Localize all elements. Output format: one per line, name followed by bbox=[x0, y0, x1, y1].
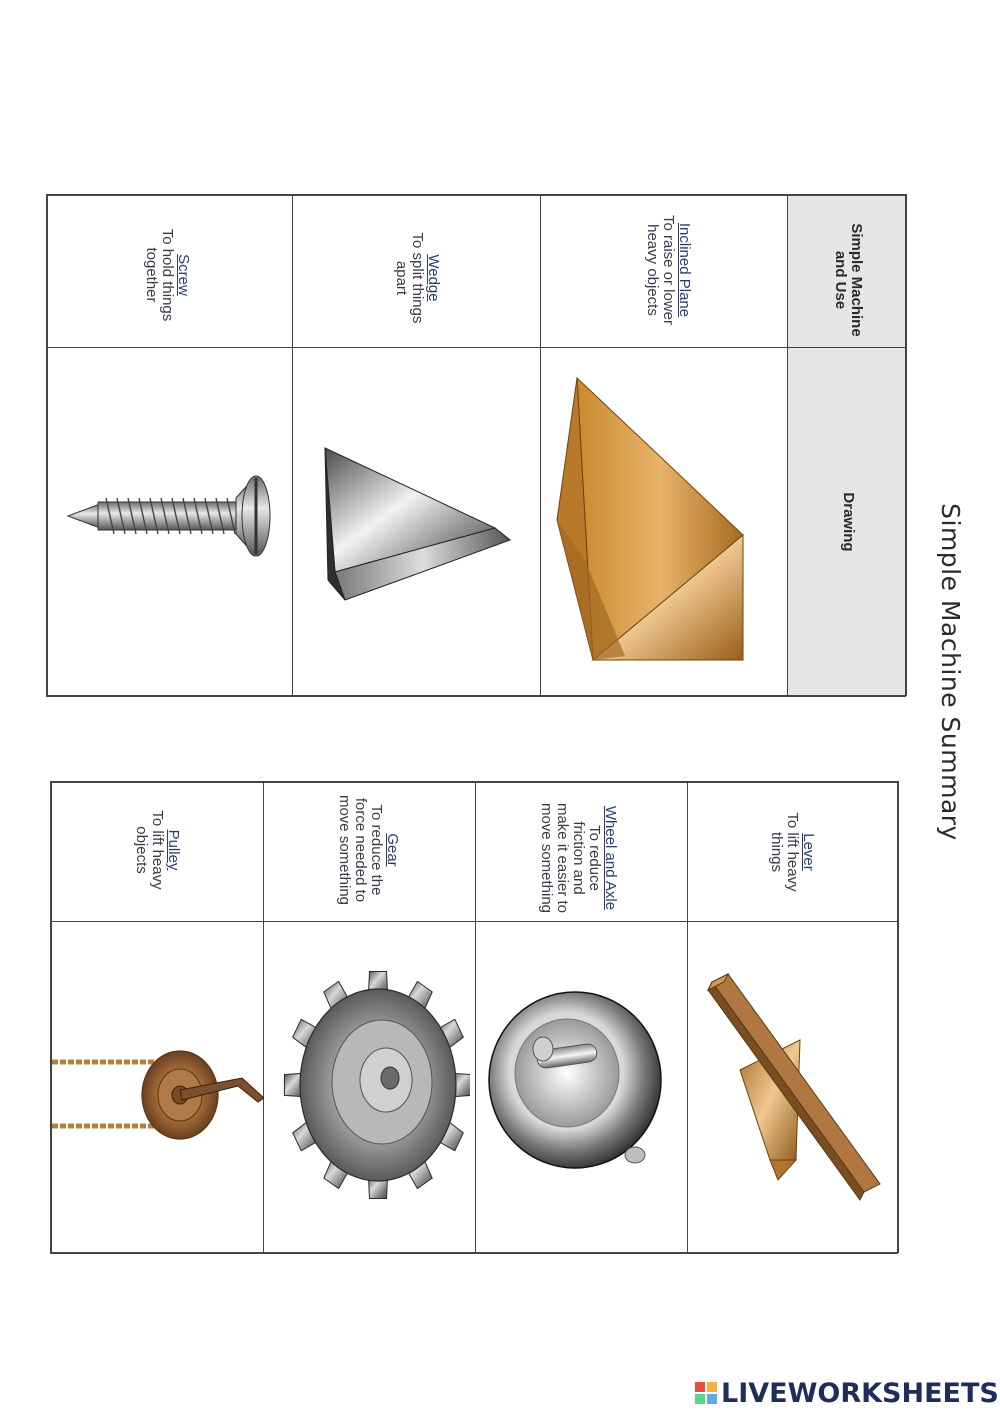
table-border bbox=[897, 781, 899, 1253]
table-border bbox=[50, 1252, 898, 1254]
row-divider bbox=[263, 781, 264, 1253]
screw-drawing bbox=[60, 458, 280, 568]
row-divider bbox=[787, 194, 788, 696]
header-simple-machine-and-use: Simple Machine and Use bbox=[832, 223, 865, 337]
table-border bbox=[46, 194, 48, 696]
page-title: Simple Machine Summary bbox=[936, 503, 965, 841]
row-screw-label: Screw To hold things together bbox=[143, 228, 192, 322]
lever-drawing bbox=[700, 960, 890, 1210]
row-divider bbox=[687, 781, 688, 1253]
row-inclined-plane-label: Inclined Plane To raise or lower heavy objects bbox=[644, 214, 693, 326]
row-wedge-label: Wedge To split things apart bbox=[393, 232, 442, 324]
row-divider bbox=[292, 194, 293, 696]
row-divider bbox=[540, 194, 541, 696]
liveworksheets-logo-icon bbox=[695, 1382, 717, 1404]
wheel-and-axle-drawing bbox=[485, 985, 675, 1185]
table-border bbox=[50, 781, 52, 1253]
gear-drawing bbox=[280, 960, 470, 1210]
row-pulley-label: Pulley To lift heavy objects bbox=[133, 810, 182, 890]
watermark-text: LIVEWORKSHEETS bbox=[721, 1377, 999, 1409]
table-border bbox=[46, 695, 906, 697]
liveworksheets-watermark bbox=[695, 1378, 999, 1408]
table-border bbox=[46, 194, 906, 196]
row-wheel-and-axle-label: Wheel and Axle To reduce friction and make it easier to move something bbox=[538, 802, 619, 914]
pulley-drawing bbox=[52, 1040, 264, 1160]
wedge-drawing bbox=[310, 440, 530, 610]
header-drawing: Drawing bbox=[840, 492, 857, 552]
row-lever-label: Lever To lift heavy things bbox=[768, 812, 817, 892]
table-border bbox=[905, 194, 907, 696]
column-divider bbox=[46, 347, 906, 348]
row-divider bbox=[475, 781, 476, 1253]
row-gear-label: Gear To reduce the force needed to move something bbox=[336, 794, 401, 906]
inclined-plane-drawing bbox=[545, 360, 785, 690]
